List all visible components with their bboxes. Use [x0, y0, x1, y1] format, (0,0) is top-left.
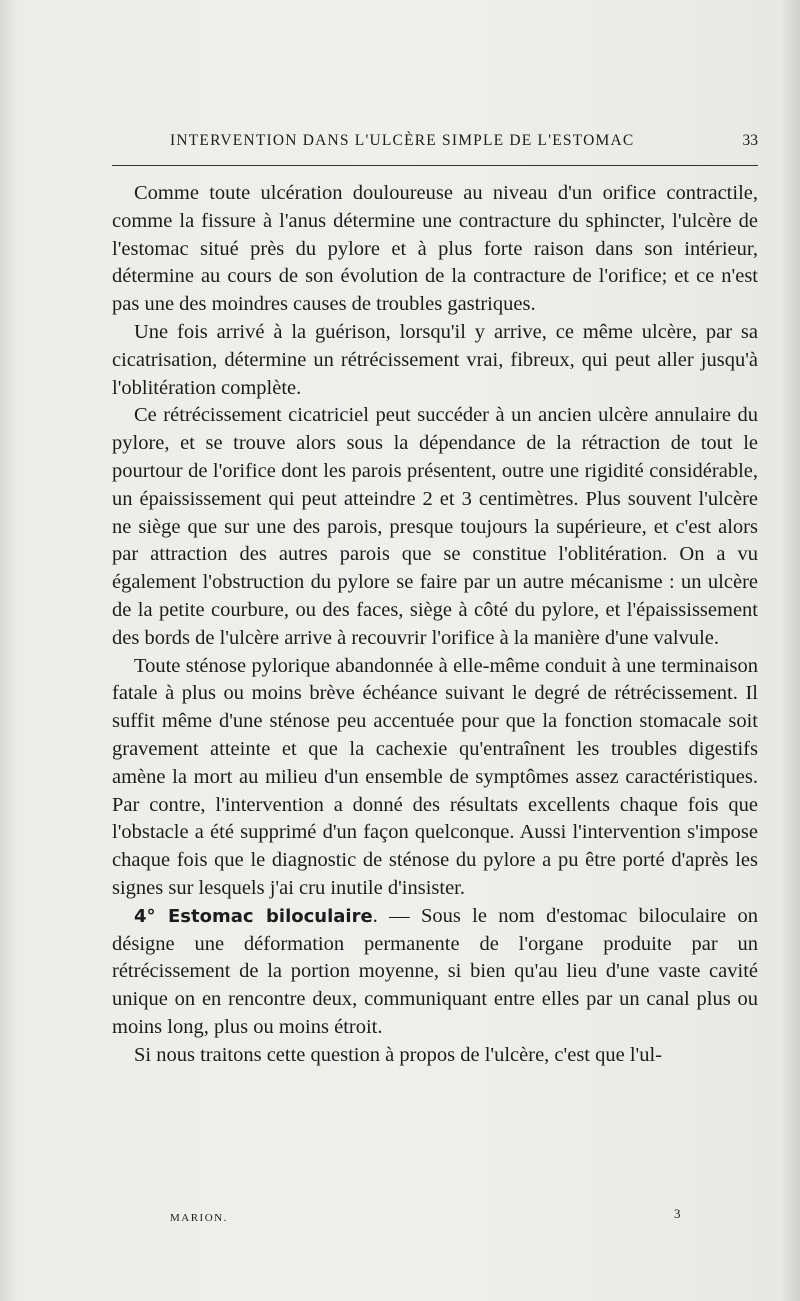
paragraph-guerison: Une fois arrivé à la guérison, lorsqu'il y arrive, ce même ulcère, par sa cicatrisation, détermine un rétrécissement vrai, fibreux, qui peut aller jusqu'à l'oblitération complète. [112, 320, 758, 399]
paragraph-estomac-biloculaire [112, 903, 758, 1042]
running-title: INTERVENTION DANS L'ULCÈRE SIMPLE DE L'ESTOMAC [170, 132, 635, 149]
body-text [112, 180, 758, 1070]
paragraph-retrecissement: Ce rétrécissement cicatriciel peut succéder à un ancien ulcère annulaire du pylore, et se trouve alors sous la dépendance de la rétraction de tout le pourtour de l'orifice dont les parois présentent, outre une rigidité considérable, un épaississement qui peut atteindre 2 et 3 centimètres. Plus souvent l'ulcère ne siège que sur une des parois, presque toujours la supérieure, et c'est alors par attraction des autres parois que se constitue l'oblitération. On a vu également l'obstruction du pylore se faire par un autre mécanisme : un ulcère de la petite courbure, ou des faces, siège à côté du pylore, et l'épaississement des bords de l'ulcère arrive à recouvrir l'orifice à la manière d'une valvule. [112, 404, 758, 649]
section-text: . — Sous le nom d'estomac biloculaire on désigne une déformation permanente de l'organe produite par un rétrécissement de la portion moyenne, si bien qu'au lieu d'une vaste cavité unique on en rencontre deux, communiquant entre elles par un canal plus ou moins long, plus ou moins étroit. [112, 904, 758, 1038]
header-rule [112, 165, 758, 166]
paragraph-contracture: Comme toute ulcération douloureuse au niveau d'un orifice contractile, comme la fissure à l'anus détermine une contracture du sphincter, l'ulcère de l'estomac situé près du pylore et à plus forte raison dans son intérieur, détermine au cours de son évolution de la contracture de l'orifice; et ce n'est pas une des moindres causes de troubles gastriques. [112, 182, 758, 316]
sheet-number: 3 [674, 1206, 681, 1221]
paragraph-stenose: Toute sténose pylorique abandonnée à elle-même conduit à une terminaison fatale à plus ou moins brève échéance suivant le degré de rétrécissement. Il suffit même d'une sténose peu accentuée pour que la fonction stomacale soit gravement atteinte et que la cachexie qu'entraînent les troubles digestifs amène la mort au milieu d'un ensemble de symptômes assez caractéristiques. Par contre, l'intervention a donné des résultats excellents chaque fois que l'obstacle a été supprimé d'un façon quelconque. Aussi l'intervention s'impose chaque fois que le diagnostic de sténose du pylore a pu être porté d'après les signes sur lesquels j'ai cru inutile d'insister. [112, 654, 758, 899]
running-head [112, 132, 758, 156]
paragraph-ulcere-continued: Si nous traitons cette question à propos de l'ulcère, c'est que l'ul- [134, 1043, 663, 1066]
page-number: 33 [742, 132, 758, 149]
signature-mark: MARION. [170, 1212, 228, 1224]
section-heading: 4° Estomac biloculaire [134, 905, 373, 927]
